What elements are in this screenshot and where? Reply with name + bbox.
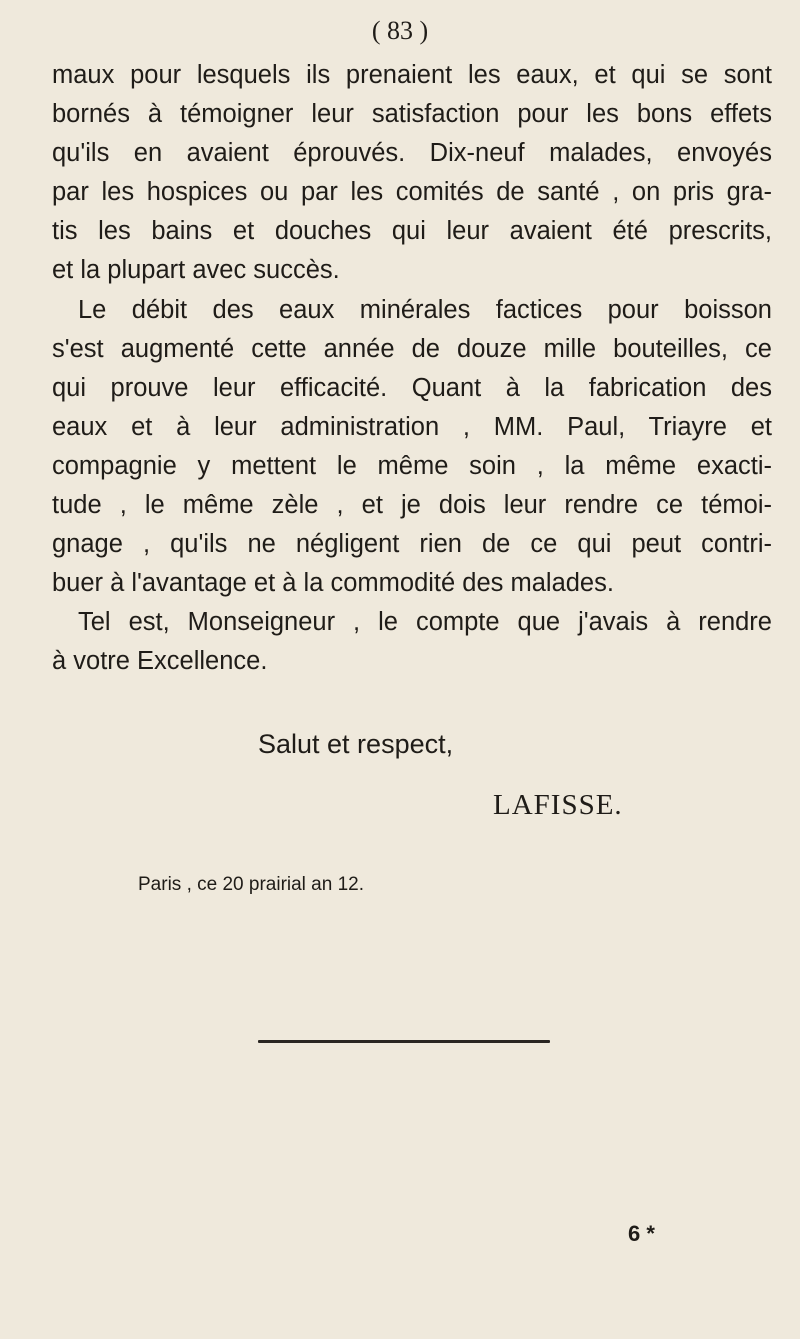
text-line: qui prouve leur efficacité. Quant à la fabrication des	[52, 373, 772, 402]
page-number: ( 83 )	[371, 16, 429, 45]
text-line: à votre Excellence.	[52, 647, 268, 676]
text-line: tis les bains et douches qui leur avaient été prescrits,	[52, 217, 772, 246]
closing-salutation: Salut et respect,	[258, 729, 454, 759]
text-line: maux pour lesquels ils prenaient les eaux, et qui se sont	[52, 61, 772, 89]
text-line: et la plupart avec succès.	[52, 256, 340, 285]
text-line: Le débit des eaux minérales factices pour boisson	[78, 295, 772, 324]
author-signature: LAFISSE.	[493, 789, 623, 821]
text-line: compagnie y mettent le même soin , la même exacti-	[52, 451, 772, 480]
body-text	[52, 56, 772, 682]
dateline: Paris , ce 20 prairial an 12.	[138, 874, 365, 895]
text-line: par les hospices ou par les comités de santé , on pris gra-	[52, 178, 772, 207]
text-line: s'est augmenté cette année de douze mille bouteilles, ce	[52, 334, 772, 363]
printer-signature-mark: 6 *	[628, 1221, 655, 1246]
text-line: eaux et à leur administration , MM. Paul, Triayre et	[52, 412, 772, 441]
divider-rule	[258, 1040, 550, 1043]
text-line: qu'ils en avaient éprouvés. Dix-neuf malades, envoyés	[52, 139, 772, 168]
text-line: Tel est, Monseigneur , le compte que j'avais à rendre	[78, 608, 772, 637]
text-line: buer à l'avantage et à la commodité des malades.	[52, 569, 614, 598]
text-line: tude , le même zèle , et je dois leur rendre ce témoi-	[52, 491, 772, 520]
text-line: gnage , qu'ils ne négligent rien de ce qui peut contri-	[52, 530, 772, 559]
text-line: bornés à témoigner leur satisfaction pour les bons effets	[52, 100, 772, 129]
